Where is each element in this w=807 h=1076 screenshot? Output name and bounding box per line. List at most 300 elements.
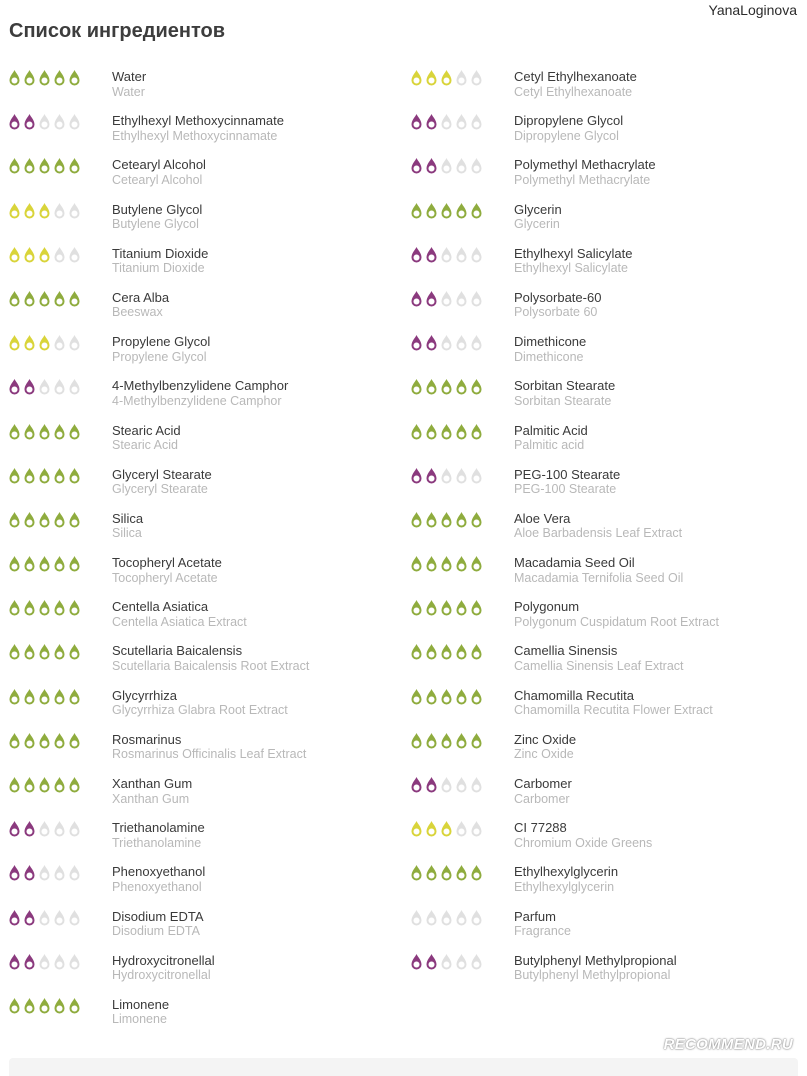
- ingredient-inci-name: Scutellaria Baicalensis Root Extract: [112, 658, 310, 673]
- drop-icon: [425, 113, 438, 131]
- safety-rating: [8, 202, 81, 220]
- ingredient-item[interactable]: [0, 858, 400, 902]
- drop-icon: [410, 555, 423, 573]
- drop-icon: [68, 555, 81, 573]
- ingredient-name[interactable]: Dipropylene Glycol: [514, 113, 624, 129]
- safety-rating: [410, 643, 483, 661]
- drop-icon: [38, 378, 51, 396]
- ingredient-item[interactable]: [0, 549, 400, 593]
- drop-icon: [23, 732, 36, 750]
- drop-icon: [425, 467, 438, 485]
- drop-icon: [470, 555, 483, 573]
- ingredient-name[interactable]: Stearic Acid: [112, 422, 181, 438]
- ingredient-item[interactable]: [402, 372, 802, 416]
- ingredient-names: [514, 909, 571, 940]
- ingredient-item[interactable]: [0, 284, 400, 328]
- drop-icon: [68, 423, 81, 441]
- ingredient-name[interactable]: Carbomer: [514, 776, 572, 791]
- ingredient-inci-name: Disodium EDTA: [112, 924, 200, 939]
- drop-icon: [23, 202, 36, 220]
- ingredient-name[interactable]: Phenoxyethanol: [112, 864, 206, 880]
- ingredient-inci-name: Hydroxycitronellal: [112, 968, 211, 983]
- ingredient-name[interactable]: Water: [112, 69, 147, 84]
- drop-icon: [53, 69, 66, 87]
- ingredient-inci-name: Phenoxyethanol: [112, 879, 202, 894]
- drop-icon: [410, 202, 423, 220]
- ingredient-inci-name: Zinc Oxide: [514, 747, 574, 762]
- drop-icon: [53, 157, 66, 175]
- safety-rating: [8, 820, 81, 838]
- ingredient-names: [514, 467, 620, 498]
- drop-icon: [455, 157, 468, 175]
- drop-icon: [470, 820, 483, 838]
- drop-icon: [425, 909, 438, 927]
- drop-icon: [68, 334, 81, 352]
- ingredient-name[interactable]: Glycyrrhiza: [112, 687, 178, 703]
- ingredient-names: [112, 202, 202, 233]
- safety-rating: [410, 688, 483, 706]
- ingredient-names: [112, 69, 146, 100]
- ingredient-item[interactable]: [402, 328, 802, 372]
- drop-icon: [23, 378, 36, 396]
- ingredient-item[interactable]: [402, 637, 802, 681]
- drop-icon: [53, 378, 66, 396]
- ingredient-name[interactable]: Palmitic Acid: [514, 422, 588, 438]
- ingredient-item[interactable]: [402, 549, 802, 593]
- ingredient-names: [514, 334, 586, 365]
- drop-icon: [410, 909, 423, 927]
- ingredient-name[interactable]: Chamomilla Recutita: [514, 687, 634, 703]
- ingredient-names: [514, 599, 719, 630]
- ingredient-item[interactable]: [402, 726, 802, 770]
- drop-icon: [425, 378, 438, 396]
- drop-icon: [425, 69, 438, 87]
- ingredient-names: [112, 157, 206, 188]
- ingredient-names: [514, 953, 677, 984]
- ingredient-names: [514, 732, 576, 763]
- ingredient-names: [112, 599, 247, 630]
- drop-icon: [425, 511, 438, 529]
- ingredient-name[interactable]: Dimethicone: [514, 334, 587, 350]
- drop-icon: [38, 113, 51, 131]
- drop-icon: [410, 69, 423, 87]
- drop-icon: [455, 467, 468, 485]
- ingredient-name[interactable]: Cera Alba: [112, 289, 170, 305]
- ingredient-names: [514, 378, 615, 409]
- ingredient-item[interactable]: [0, 417, 400, 461]
- drop-icon: [470, 953, 483, 971]
- drop-icon: [8, 997, 21, 1015]
- drop-icon: [53, 290, 66, 308]
- ingredient-name[interactable]: Polygonum: [514, 599, 580, 615]
- drop-icon: [440, 290, 453, 308]
- ingredient-item[interactable]: [0, 726, 400, 770]
- ingredient-name[interactable]: Triethanolamine: [112, 820, 205, 836]
- ingredient-item[interactable]: [0, 372, 400, 416]
- safety-rating: [410, 511, 483, 529]
- ingredient-list-right: [402, 63, 802, 991]
- ingredient-name[interactable]: Cetearyl Alcohol: [112, 157, 206, 173]
- ingredient-inci-name: Glycyrrhiza Glabra Root Extract: [112, 703, 288, 718]
- ingredient-inci-name: Titanium Dioxide: [112, 261, 205, 276]
- ingredient-inci-name: Fragrance: [514, 924, 571, 939]
- ingredient-item[interactable]: [0, 240, 400, 284]
- ingredient-item[interactable]: [402, 461, 802, 505]
- ingredient-name[interactable]: Parfum: [514, 908, 556, 924]
- drop-icon: [8, 378, 21, 396]
- drop-icon: [68, 113, 81, 131]
- drop-icon: [440, 820, 453, 838]
- ingredient-item[interactable]: [402, 903, 802, 947]
- ingredient-inci-name: Palmitic acid: [514, 438, 585, 452]
- drop-icon: [38, 997, 51, 1015]
- safety-rating: [8, 599, 81, 617]
- drop-icon: [440, 113, 453, 131]
- drop-icon: [440, 467, 453, 485]
- ingredient-inci-name: Water: [112, 84, 145, 99]
- ingredient-name[interactable]: Ethylhexylglycerin: [514, 864, 619, 880]
- drop-icon: [425, 423, 438, 441]
- safety-rating: [410, 776, 483, 794]
- ingredient-name[interactable]: Glycerin: [514, 201, 562, 217]
- ingredient-name[interactable]: Glyceryl Stearate: [112, 466, 212, 482]
- drop-icon: [53, 732, 66, 750]
- safety-rating: [410, 246, 483, 264]
- drop-icon: [440, 643, 453, 661]
- drop-icon: [440, 732, 453, 750]
- ingredient-name[interactable]: Limonene: [112, 996, 170, 1012]
- page-title: Список ингредиентов: [9, 20, 226, 42]
- ingredient-names: [112, 246, 208, 277]
- drop-icon: [53, 909, 66, 927]
- drop-icon: [425, 864, 438, 882]
- drop-icon: [410, 113, 423, 131]
- ingredient-name[interactable]: Camellia Sinensis: [514, 643, 618, 659]
- ingredient-item[interactable]: [0, 814, 400, 858]
- ingredient-name[interactable]: Ethylhexyl Salicylate: [514, 245, 633, 261]
- ingredient-name[interactable]: Hydroxycitronellal: [112, 952, 215, 968]
- drop-icon: [8, 423, 21, 441]
- drop-icon: [38, 864, 51, 882]
- safety-rating: [410, 953, 483, 971]
- drop-icon: [53, 820, 66, 838]
- ingredient-item[interactable]: [0, 461, 400, 505]
- drop-icon: [410, 511, 423, 529]
- drop-icon: [8, 511, 21, 529]
- drop-icon: [440, 953, 453, 971]
- ingredient-names: [112, 467, 212, 498]
- ingredient-item[interactable]: [402, 505, 802, 549]
- ingredient-item[interactable]: [402, 284, 802, 328]
- drop-icon: [425, 290, 438, 308]
- ingredient-name[interactable]: Macadamia Seed Oil: [514, 555, 635, 571]
- ingredient-names: [514, 820, 652, 851]
- ingredient-item[interactable]: [402, 593, 802, 637]
- ingredient-names: [514, 69, 637, 100]
- safety-rating: [410, 334, 483, 352]
- ingredient-item[interactable]: [402, 151, 802, 195]
- drop-icon: [440, 864, 453, 882]
- drop-icon: [23, 423, 36, 441]
- drop-icon: [23, 467, 36, 485]
- drop-icon: [38, 246, 51, 264]
- drop-icon: [53, 688, 66, 706]
- drop-icon: [455, 378, 468, 396]
- safety-rating: [8, 864, 81, 882]
- ingredient-name[interactable]: Centella Asiatica: [112, 599, 209, 615]
- drop-icon: [68, 688, 81, 706]
- ingredient-inci-name: Aloe Barbadensis Leaf Extract: [514, 526, 683, 541]
- drop-icon: [455, 864, 468, 882]
- drop-icon: [455, 423, 468, 441]
- drop-icon: [23, 820, 36, 838]
- drop-icon: [8, 334, 21, 352]
- ingredient-inci-name: Triethanolamine: [112, 835, 202, 850]
- drop-icon: [68, 202, 81, 220]
- ingredient-name[interactable]: Zinc Oxide: [514, 731, 577, 747]
- ingredient-names: [514, 864, 618, 895]
- drop-icon: [68, 909, 81, 927]
- ingredient-name[interactable]: Titanium Dioxide: [112, 245, 209, 261]
- drop-icon: [410, 290, 423, 308]
- ingredient-names: [112, 334, 210, 365]
- drop-icon: [455, 113, 468, 131]
- safety-rating: [410, 69, 483, 87]
- ingredient-list-left: [0, 63, 400, 1035]
- ingredient-inci-name: Xanthan Gum: [112, 791, 190, 806]
- drop-icon: [38, 69, 51, 87]
- ingredient-item[interactable]: [0, 328, 400, 372]
- ingredient-names: [112, 732, 306, 763]
- drop-icon: [425, 157, 438, 175]
- safety-rating: [8, 776, 81, 794]
- safety-rating: [8, 69, 81, 87]
- drop-icon: [23, 909, 36, 927]
- drop-icon: [440, 246, 453, 264]
- ingredient-names: [112, 997, 169, 1028]
- drop-icon: [68, 997, 81, 1015]
- ingredient-item[interactable]: [402, 107, 802, 151]
- ingredient-item[interactable]: [402, 417, 802, 461]
- ingredient-name[interactable]: PEG-100 Stearate: [514, 466, 621, 482]
- ingredient-names: [514, 643, 684, 674]
- drop-icon: [8, 599, 21, 617]
- ingredient-name[interactable]: Silica: [112, 510, 144, 526]
- drop-icon: [8, 643, 21, 661]
- ingredient-names: [112, 864, 205, 895]
- ingredient-item[interactable]: [402, 947, 802, 991]
- drop-icon: [440, 688, 453, 706]
- ingredient-item[interactable]: [402, 770, 802, 814]
- drop-icon: [8, 820, 21, 838]
- ingredient-name[interactable]: Butylene Glycol: [112, 201, 203, 217]
- drop-icon: [425, 555, 438, 573]
- ingredient-name[interactable]: Xanthan Gum: [112, 776, 193, 791]
- drop-icon: [455, 202, 468, 220]
- drop-icon: [53, 953, 66, 971]
- safety-rating: [410, 467, 483, 485]
- ingredient-name[interactable]: Tocopheryl Acetate: [112, 555, 222, 571]
- drop-icon: [470, 511, 483, 529]
- drop-icon: [53, 511, 66, 529]
- ingredient-name[interactable]: Rosmarinus: [112, 731, 182, 747]
- ingredient-item[interactable]: [402, 240, 802, 284]
- ingredient-name[interactable]: Ethylhexyl Methoxycinnamate: [112, 113, 284, 129]
- drop-icon: [23, 334, 36, 352]
- ingredient-item[interactable]: [0, 107, 400, 151]
- drop-icon: [440, 378, 453, 396]
- ingredient-item[interactable]: [402, 63, 802, 107]
- drop-icon: [8, 202, 21, 220]
- ingredient-item[interactable]: [0, 682, 400, 726]
- ingredient-name[interactable]: Butylphenyl Methylpropional: [514, 952, 677, 968]
- drop-icon: [53, 467, 66, 485]
- drop-icon: [8, 776, 21, 794]
- ingredient-name[interactable]: Polymethyl Methacrylate: [514, 157, 656, 173]
- ingredient-inci-name: Butylene Glycol: [112, 217, 199, 232]
- ingredient-name[interactable]: Sorbitan Stearate: [514, 378, 616, 394]
- safety-rating: [8, 555, 81, 573]
- drop-icon: [53, 113, 66, 131]
- safety-rating: [410, 378, 483, 396]
- safety-rating: [410, 290, 483, 308]
- ingredient-item[interactable]: [402, 196, 802, 240]
- ingredient-names: [112, 688, 288, 719]
- drop-icon: [8, 864, 21, 882]
- drop-icon: [38, 599, 51, 617]
- drop-icon: [38, 290, 51, 308]
- drop-icon: [440, 423, 453, 441]
- drop-icon: [23, 643, 36, 661]
- drop-icon: [38, 467, 51, 485]
- ingredient-name[interactable]: Cetyl Ethylhexanoate: [514, 69, 637, 84]
- safety-rating: [8, 643, 81, 661]
- drop-icon: [470, 643, 483, 661]
- drop-icon: [470, 113, 483, 131]
- ingredient-item[interactable]: [402, 814, 802, 858]
- ingredient-name[interactable]: Disodium EDTA: [112, 908, 204, 924]
- drop-icon: [23, 157, 36, 175]
- drop-icon: [68, 467, 81, 485]
- drop-icon: [455, 290, 468, 308]
- ingredient-names: [112, 953, 215, 984]
- safety-rating: [8, 378, 81, 396]
- drop-icon: [8, 113, 21, 131]
- drop-icon: [8, 909, 21, 927]
- ingredient-inci-name: Cetyl Ethylhexanoate: [514, 84, 633, 99]
- safety-rating: [8, 290, 81, 308]
- drop-icon: [410, 334, 423, 352]
- drop-icon: [8, 467, 21, 485]
- ingredient-inci-name: Ethylhexyl Methoxycinnamate: [112, 128, 278, 143]
- drop-icon: [38, 511, 51, 529]
- drop-icon: [410, 157, 423, 175]
- drop-icon: [8, 688, 21, 706]
- ingredient-name[interactable]: Propylene Glycol: [112, 334, 211, 350]
- drop-icon: [53, 643, 66, 661]
- drop-icon: [23, 953, 36, 971]
- safety-rating: [8, 688, 81, 706]
- drop-icon: [38, 688, 51, 706]
- drop-icon: [455, 732, 468, 750]
- drop-icon: [8, 555, 21, 573]
- drop-icon: [23, 555, 36, 573]
- safety-rating: [8, 467, 81, 485]
- ingredient-item[interactable]: [0, 903, 400, 947]
- safety-rating: [410, 732, 483, 750]
- ingredient-inci-name: Stearic Acid: [112, 438, 179, 452]
- drop-icon: [68, 643, 81, 661]
- drop-icon: [38, 423, 51, 441]
- drop-icon: [53, 202, 66, 220]
- drop-icon: [23, 864, 36, 882]
- ingredient-name[interactable]: 4-Methylbenzylidene Camphor: [112, 378, 289, 394]
- ingredient-item[interactable]: [0, 593, 400, 637]
- ingredient-item[interactable]: [0, 991, 400, 1035]
- drop-icon: [8, 246, 21, 264]
- ingredient-inci-name: Polysorbate 60: [514, 305, 598, 320]
- ingredient-name[interactable]: CI 77288: [514, 820, 567, 836]
- drop-icon: [425, 820, 438, 838]
- ingredient-item[interactable]: [0, 637, 400, 681]
- ingredient-item[interactable]: [0, 947, 400, 991]
- safety-rating: [410, 423, 483, 441]
- drop-icon: [470, 864, 483, 882]
- drop-icon: [38, 334, 51, 352]
- drop-icon: [470, 467, 483, 485]
- drop-icon: [410, 732, 423, 750]
- username-watermark: YanaLoginova: [708, 2, 797, 18]
- drop-icon: [68, 69, 81, 87]
- drop-icon: [68, 820, 81, 838]
- drop-icon: [38, 776, 51, 794]
- drop-icon: [455, 909, 468, 927]
- ingredient-item[interactable]: [0, 63, 400, 107]
- drop-icon: [470, 776, 483, 794]
- ingredient-inci-name: Polygonum Cuspidatum Root Extract: [514, 614, 719, 629]
- drop-icon: [455, 246, 468, 264]
- drop-icon: [23, 688, 36, 706]
- ingredient-inci-name: PEG-100 Stearate: [514, 482, 617, 497]
- drop-icon: [470, 157, 483, 175]
- safety-rating: [410, 113, 483, 131]
- ingredient-names: [514, 202, 562, 233]
- ingredient-item[interactable]: [402, 858, 802, 902]
- ingredient-name[interactable]: Scutellaria Baicalensis: [112, 643, 243, 659]
- drop-icon: [455, 69, 468, 87]
- drop-icon: [23, 290, 36, 308]
- ingredient-item[interactable]: [402, 682, 802, 726]
- drop-icon: [455, 643, 468, 661]
- ingredient-item[interactable]: [0, 196, 400, 240]
- ingredient-inci-name: Dimethicone: [514, 349, 584, 364]
- ingredient-item[interactable]: [0, 505, 400, 549]
- safety-rating: [410, 157, 483, 175]
- drop-icon: [470, 423, 483, 441]
- ingredient-names: [112, 290, 169, 321]
- ingredient-names: [112, 113, 284, 144]
- recommend-logo: RECOMMEND.RU: [663, 1036, 793, 1053]
- ingredient-item[interactable]: [0, 151, 400, 195]
- drop-icon: [455, 334, 468, 352]
- ingredient-name[interactable]: Aloe Vera: [514, 510, 571, 526]
- safety-rating: [410, 820, 483, 838]
- ingredient-item[interactable]: [0, 770, 400, 814]
- ingredient-name[interactable]: Polysorbate-60: [514, 289, 602, 305]
- drop-icon: [455, 511, 468, 529]
- safety-rating: [410, 864, 483, 882]
- drop-icon: [425, 732, 438, 750]
